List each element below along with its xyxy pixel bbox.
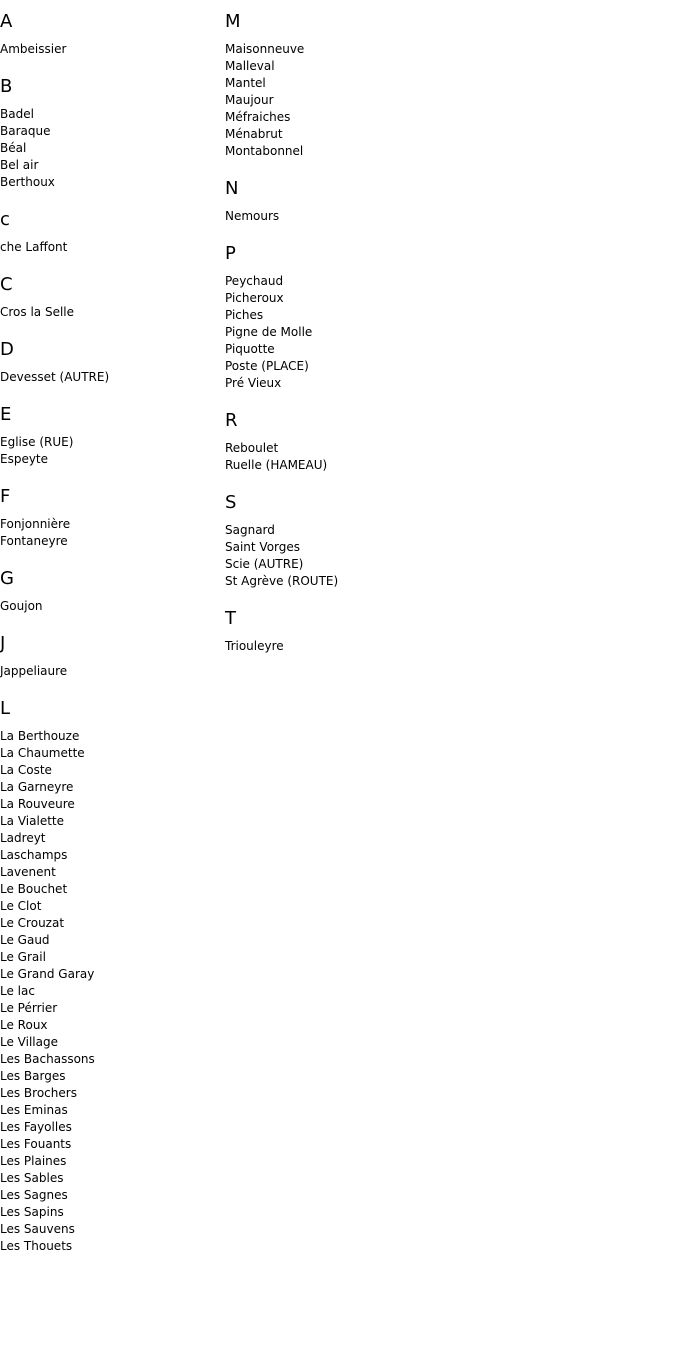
section-letter-heading: S — [225, 492, 237, 513]
place-list — [0, 304, 220, 321]
place-link[interactable]: Ménabrut — [225, 127, 283, 141]
place-link[interactable]: Ladreyt — [0, 831, 46, 845]
place-link[interactable]: Mantel — [225, 76, 266, 90]
place-link[interactable]: Fontaneyre — [0, 534, 68, 548]
place-list — [0, 434, 220, 468]
letter-section — [0, 633, 220, 680]
place-link[interactable]: Piquotte — [225, 342, 275, 356]
letter-section — [0, 274, 220, 321]
place-link[interactable]: La Garneyre — [0, 780, 74, 794]
place-link[interactable]: Reboulet — [225, 441, 279, 455]
place-link[interactable]: Le Clot — [0, 899, 42, 913]
place-link[interactable]: Poste (PLACE) — [225, 359, 309, 373]
place-list — [225, 273, 525, 392]
place-link[interactable]: Les Bachassons — [0, 1052, 95, 1066]
place-link[interactable]: Fonjonnière — [0, 517, 71, 531]
index-column-left — [0, 0, 220, 1273]
place-link[interactable]: Berthoux — [0, 175, 55, 189]
place-link[interactable]: Piches — [225, 308, 264, 322]
place-list — [225, 440, 525, 474]
place-link[interactable]: Pigne de Molle — [225, 325, 313, 339]
place-list — [225, 522, 525, 590]
section-letter-heading: L — [0, 698, 11, 719]
place-link[interactable]: Triouleyre — [225, 639, 284, 653]
place-link[interactable]: Les Thouets — [0, 1239, 73, 1253]
place-link[interactable]: Espeyte — [0, 452, 49, 466]
place-link[interactable]: Montabonnel — [225, 144, 304, 158]
section-letter-heading: N — [225, 178, 239, 199]
place-link[interactable]: Maisonneuve — [225, 42, 305, 56]
section-letter-heading: A — [0, 11, 13, 32]
section-letter-heading: P — [225, 243, 236, 264]
place-list — [0, 598, 220, 615]
place-list — [0, 663, 220, 680]
place-link[interactable]: Les Plaines — [0, 1154, 67, 1168]
place-link[interactable]: Scie (AUTRE) — [225, 557, 304, 571]
place-link[interactable]: La Vialette — [0, 814, 64, 828]
place-link[interactable]: Picheroux — [225, 291, 284, 305]
place-list — [0, 106, 220, 191]
place-link[interactable]: Baraque — [0, 124, 51, 138]
letter-section — [0, 76, 220, 191]
letter-section — [225, 410, 525, 474]
letter-section — [225, 178, 525, 225]
place-link[interactable]: Goujon — [0, 599, 43, 613]
section-letter-heading: E — [0, 404, 12, 425]
section-letter-heading: R — [225, 410, 238, 431]
letter-section — [0, 698, 220, 1255]
place-link[interactable]: Ruelle (HAMEAU) — [225, 458, 328, 472]
place-list — [225, 638, 525, 655]
place-link[interactable]: Sagnard — [225, 523, 275, 537]
letter-section — [225, 11, 525, 160]
place-link[interactable]: Le lac — [0, 984, 35, 998]
place-list — [225, 41, 525, 160]
place-link[interactable]: Les Eminas — [0, 1103, 68, 1117]
place-link[interactable]: Lavenent — [0, 865, 56, 879]
place-link[interactable]: St Agrève (ROUTE) — [225, 574, 339, 588]
place-link[interactable]: Laschamps — [0, 848, 68, 862]
place-link[interactable]: Saint Vorges — [225, 540, 301, 554]
place-link[interactable]: Le Grail — [0, 950, 46, 964]
place-link[interactable]: Devesset (AUTRE) — [0, 370, 110, 384]
section-letter-heading: F — [0, 486, 11, 507]
place-link[interactable]: Le Gaud — [0, 933, 50, 947]
place-list — [0, 239, 220, 256]
place-link[interactable]: Le Roux — [0, 1018, 48, 1032]
place-link[interactable]: Les Sagnes — [0, 1188, 68, 1202]
section-letter-heading: c — [0, 209, 10, 230]
place-list — [0, 369, 220, 386]
section-letter-heading: B — [0, 76, 13, 97]
section-letter-heading: D — [0, 339, 14, 360]
letter-section — [0, 11, 220, 58]
letter-section — [225, 608, 525, 655]
letter-section — [0, 209, 220, 256]
place-link[interactable]: Pré Vieux — [225, 376, 282, 390]
letter-section — [225, 243, 525, 392]
section-letter-heading: G — [0, 568, 14, 589]
place-link[interactable]: Jappeliaure — [0, 664, 68, 678]
place-link[interactable]: Nemours — [225, 209, 280, 223]
place-link[interactable]: Le Crouzat — [0, 916, 65, 930]
place-link[interactable]: Malleval — [225, 59, 275, 73]
place-link[interactable]: Badel — [0, 107, 34, 121]
place-link[interactable]: Les Fouants — [0, 1137, 72, 1151]
place-link[interactable]: La Berthouze — [0, 729, 80, 743]
place-link[interactable]: La Rouveure — [0, 797, 75, 811]
place-link[interactable]: Les Barges — [0, 1069, 66, 1083]
letter-section — [0, 404, 220, 468]
place-link[interactable]: Les Brochers — [0, 1086, 77, 1100]
place-link[interactable]: Les Sauvens — [0, 1222, 75, 1236]
section-letter-heading: M — [225, 11, 241, 32]
place-link[interactable]: Le Bouchet — [0, 882, 68, 896]
section-letter-heading: C — [0, 274, 13, 295]
place-link[interactable]: Cros la Selle — [0, 305, 75, 319]
place-link[interactable]: Le Grand Garay — [0, 967, 95, 981]
section-letter-heading: T — [225, 608, 236, 629]
place-link[interactable]: La Coste — [0, 763, 52, 777]
place-link[interactable]: Le Pérrier — [0, 1001, 58, 1015]
place-link[interactable]: che Laffont — [0, 240, 68, 254]
place-link[interactable]: Les Sapins — [0, 1205, 64, 1219]
index-column-right — [225, 0, 525, 673]
place-link[interactable]: Les Sables — [0, 1171, 64, 1185]
letter-section — [225, 492, 525, 590]
place-list — [0, 728, 220, 1255]
place-link[interactable]: Ambeissier — [0, 42, 67, 56]
place-list — [0, 516, 220, 550]
place-link[interactable]: Béal — [0, 141, 27, 155]
place-link[interactable]: Maujour — [225, 93, 274, 107]
place-link[interactable]: Le Village — [0, 1035, 58, 1049]
place-link[interactable]: Bel air — [0, 158, 39, 172]
place-link[interactable]: La Chaumette — [0, 746, 85, 760]
place-link[interactable]: Peychaud — [225, 274, 284, 288]
section-letter-heading: J — [0, 633, 6, 654]
letter-section — [0, 486, 220, 550]
place-link[interactable]: Eglise (RUE) — [0, 435, 74, 449]
letter-section — [0, 568, 220, 615]
place-link[interactable]: Les Fayolles — [0, 1120, 72, 1134]
place-link[interactable]: Méfraiches — [225, 110, 291, 124]
letter-section — [0, 339, 220, 386]
place-list — [0, 41, 220, 58]
place-list — [225, 208, 525, 225]
